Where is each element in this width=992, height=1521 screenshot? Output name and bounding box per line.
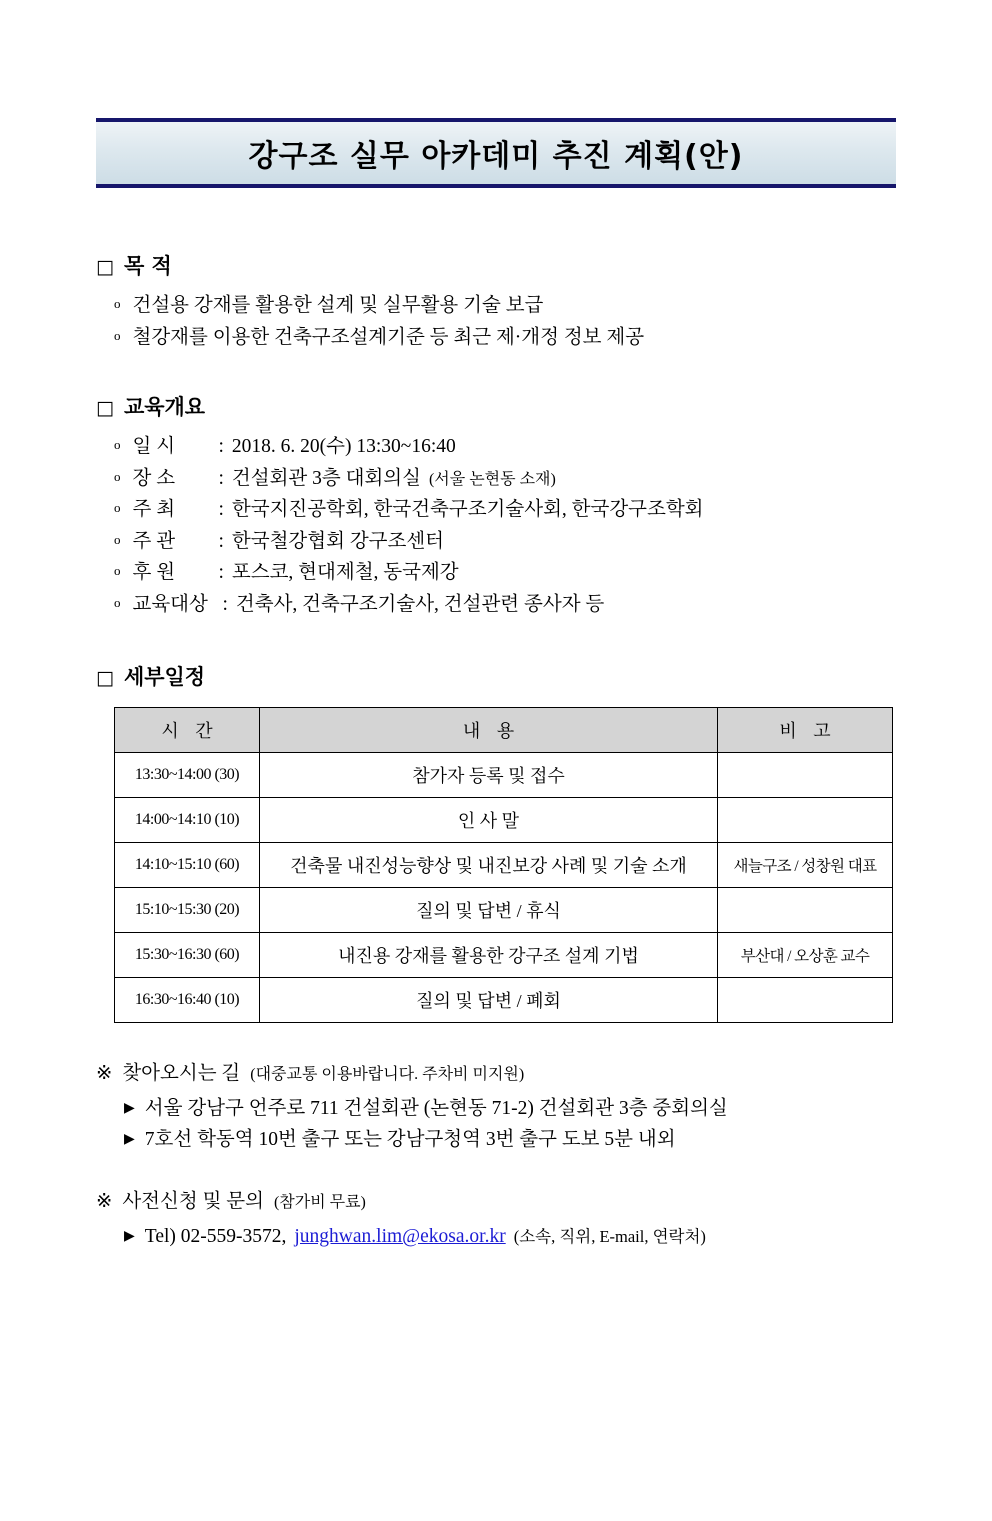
page-title: 강구조 실무 아카데미 추진 계획(안)	[248, 139, 744, 174]
square-marker-icon: □	[96, 397, 114, 420]
cell-time: 13:30~14:00 (30)	[115, 752, 260, 797]
circle-marker-icon: o	[114, 296, 121, 311]
note-directions	[96, 1057, 896, 1155]
purpose-item-text: 건설용 강재를 활용한 설계 및 실무활용 기술 보급	[132, 295, 544, 316]
section-schedule-heading	[96, 661, 896, 691]
list-item	[114, 322, 896, 354]
section-overview-title: 교육개요	[123, 395, 206, 420]
overview-value: 한국철강협회 강구조센터	[231, 530, 445, 552]
section-purpose	[96, 250, 896, 353]
cell-content: 질의 및 답변 / 휴식	[260, 887, 718, 932]
contact-phone: Tel) 02-559-3572,	[144, 1226, 287, 1247]
overview-label: 주 최	[132, 499, 176, 521]
overview-label: 교육대상	[132, 594, 208, 616]
schedule-table	[114, 707, 893, 1023]
circle-marker-icon: o	[114, 437, 121, 453]
column-header-time: 시 간	[115, 707, 260, 752]
section-overview	[96, 391, 896, 620]
section-schedule	[96, 661, 896, 1023]
contact-email-link[interactable]: junghwan.lim@ekosa.or.kr	[294, 1226, 506, 1247]
note-directions-paren: (대중교통 이용바랍니다. 주차비 미지원)	[250, 1065, 525, 1083]
circle-marker-icon: o	[114, 531, 121, 547]
cell-content: 내진용 강재를 활용한 강구조 설계 기법	[260, 932, 718, 977]
cell-time: 14:00~14:10 (10)	[115, 797, 260, 842]
cell-remark	[718, 887, 893, 932]
circle-marker-icon: o	[114, 468, 121, 484]
overview-label: 일 시	[132, 436, 176, 458]
cell-remark: 부산대 / 오상훈 교수	[718, 932, 893, 977]
overview-label: 장 소	[132, 467, 176, 489]
purpose-item-text: 철강재를 이용한 건축구조설계기준 등 최근 제·개정 정보 제공	[132, 326, 645, 348]
cell-time: 16:30~16:40 (10)	[115, 977, 260, 1022]
contact-note: (소속, 직위, E-mail, 연락처)	[513, 1227, 706, 1246]
overview-value: 2018. 6. 20(수) 13:30~16:40	[231, 436, 456, 458]
section-purpose-heading	[96, 250, 896, 280]
list-item	[114, 463, 896, 495]
table-row	[115, 932, 893, 977]
note-directions-heading	[96, 1057, 896, 1085]
cell-content: 질의 및 답변 / 폐회	[260, 977, 718, 1022]
square-marker-icon: □	[96, 256, 114, 278]
reference-marker-icon: ※	[96, 1191, 113, 1212]
note-directions-title: 찾아오시는 길	[122, 1062, 241, 1084]
table-row	[115, 842, 893, 887]
cell-time: 15:30~16:30 (60)	[115, 932, 260, 977]
note-apply-title: 사전신청 및 문의	[122, 1191, 264, 1212]
overview-separator: :	[218, 562, 224, 584]
direction-item-text: 7호선 학동역 10번 출구 또는 강남구청역 3번 출구 도보 5분 내외	[144, 1128, 676, 1150]
column-header-content: 내 용	[260, 707, 718, 752]
cell-time: 15:10~15:30 (20)	[115, 887, 260, 932]
cell-remark: 새늘구조 / 성창원 대표	[718, 842, 893, 887]
list-item	[124, 1124, 896, 1155]
overview-separator: :	[218, 499, 224, 521]
circle-marker-icon: o	[114, 595, 121, 611]
note-apply-heading	[96, 1185, 896, 1213]
direction-item-text: 서울 강남구 언주로 711 건설회관 (논현동 71-2) 건설회관 3층 중회의실	[144, 1097, 728, 1119]
apply-contact-list	[96, 1221, 896, 1252]
overview-list	[96, 431, 896, 620]
triangle-marker-icon: ▶	[124, 1131, 135, 1147]
directions-list	[96, 1093, 896, 1155]
triangle-marker-icon: ▶	[124, 1100, 135, 1116]
section-schedule-title: 세부일정	[123, 664, 206, 689]
cell-remark	[718, 752, 893, 797]
cell-content: 건축물 내진성능향상 및 내진보강 사례 및 기술 소개	[260, 842, 718, 887]
section-overview-heading	[96, 391, 896, 421]
purpose-list	[96, 290, 896, 353]
document-page	[0, 118, 992, 1521]
column-header-remark: 비 고	[718, 707, 893, 752]
cell-remark	[718, 797, 893, 842]
overview-value: 건설회관 3층 대회의실	[231, 467, 421, 489]
cell-content: 인 사 말	[260, 797, 718, 842]
overview-value: 포스코, 현대제철, 동국제강	[231, 562, 459, 584]
table-row	[115, 752, 893, 797]
list-item	[114, 526, 896, 558]
document-title-banner	[96, 118, 896, 188]
cell-remark	[718, 977, 893, 1022]
list-item	[114, 494, 896, 526]
list-item	[114, 557, 896, 589]
overview-separator: :	[218, 436, 224, 458]
list-item	[124, 1221, 896, 1252]
overview-label: 후 원	[132, 562, 176, 584]
reference-marker-icon: ※	[96, 1062, 113, 1084]
section-purpose-title: 목 적	[123, 254, 172, 278]
table-row	[115, 797, 893, 842]
table-header-row	[115, 707, 893, 752]
overview-note: (서울 논현동 소재)	[428, 470, 556, 488]
note-apply	[96, 1185, 896, 1252]
overview-separator: :	[218, 467, 224, 489]
overview-separator: :	[218, 530, 224, 552]
cell-content: 참가자 등록 및 접수	[260, 752, 718, 797]
triangle-marker-icon: ▶	[124, 1229, 135, 1244]
overview-value: 건축사, 건축구조기술사, 건설관련 종사자 등	[235, 594, 605, 616]
overview-label: 주 관	[132, 530, 176, 552]
list-item	[114, 290, 896, 322]
list-item	[114, 589, 896, 621]
table-row	[115, 887, 893, 932]
circle-marker-icon: o	[114, 500, 121, 516]
square-marker-icon: □	[96, 666, 114, 689]
overview-separator: :	[222, 594, 228, 616]
note-apply-paren: (참가비 무료)	[273, 1194, 366, 1211]
list-item	[124, 1093, 896, 1124]
overview-value: 한국지진공학회, 한국건축구조기술사회, 한국강구조학회	[231, 499, 704, 521]
circle-marker-icon: o	[114, 327, 121, 343]
circle-marker-icon: o	[114, 563, 121, 579]
list-item	[114, 431, 896, 463]
cell-time: 14:10~15:10 (60)	[115, 842, 260, 887]
table-row	[115, 977, 893, 1022]
